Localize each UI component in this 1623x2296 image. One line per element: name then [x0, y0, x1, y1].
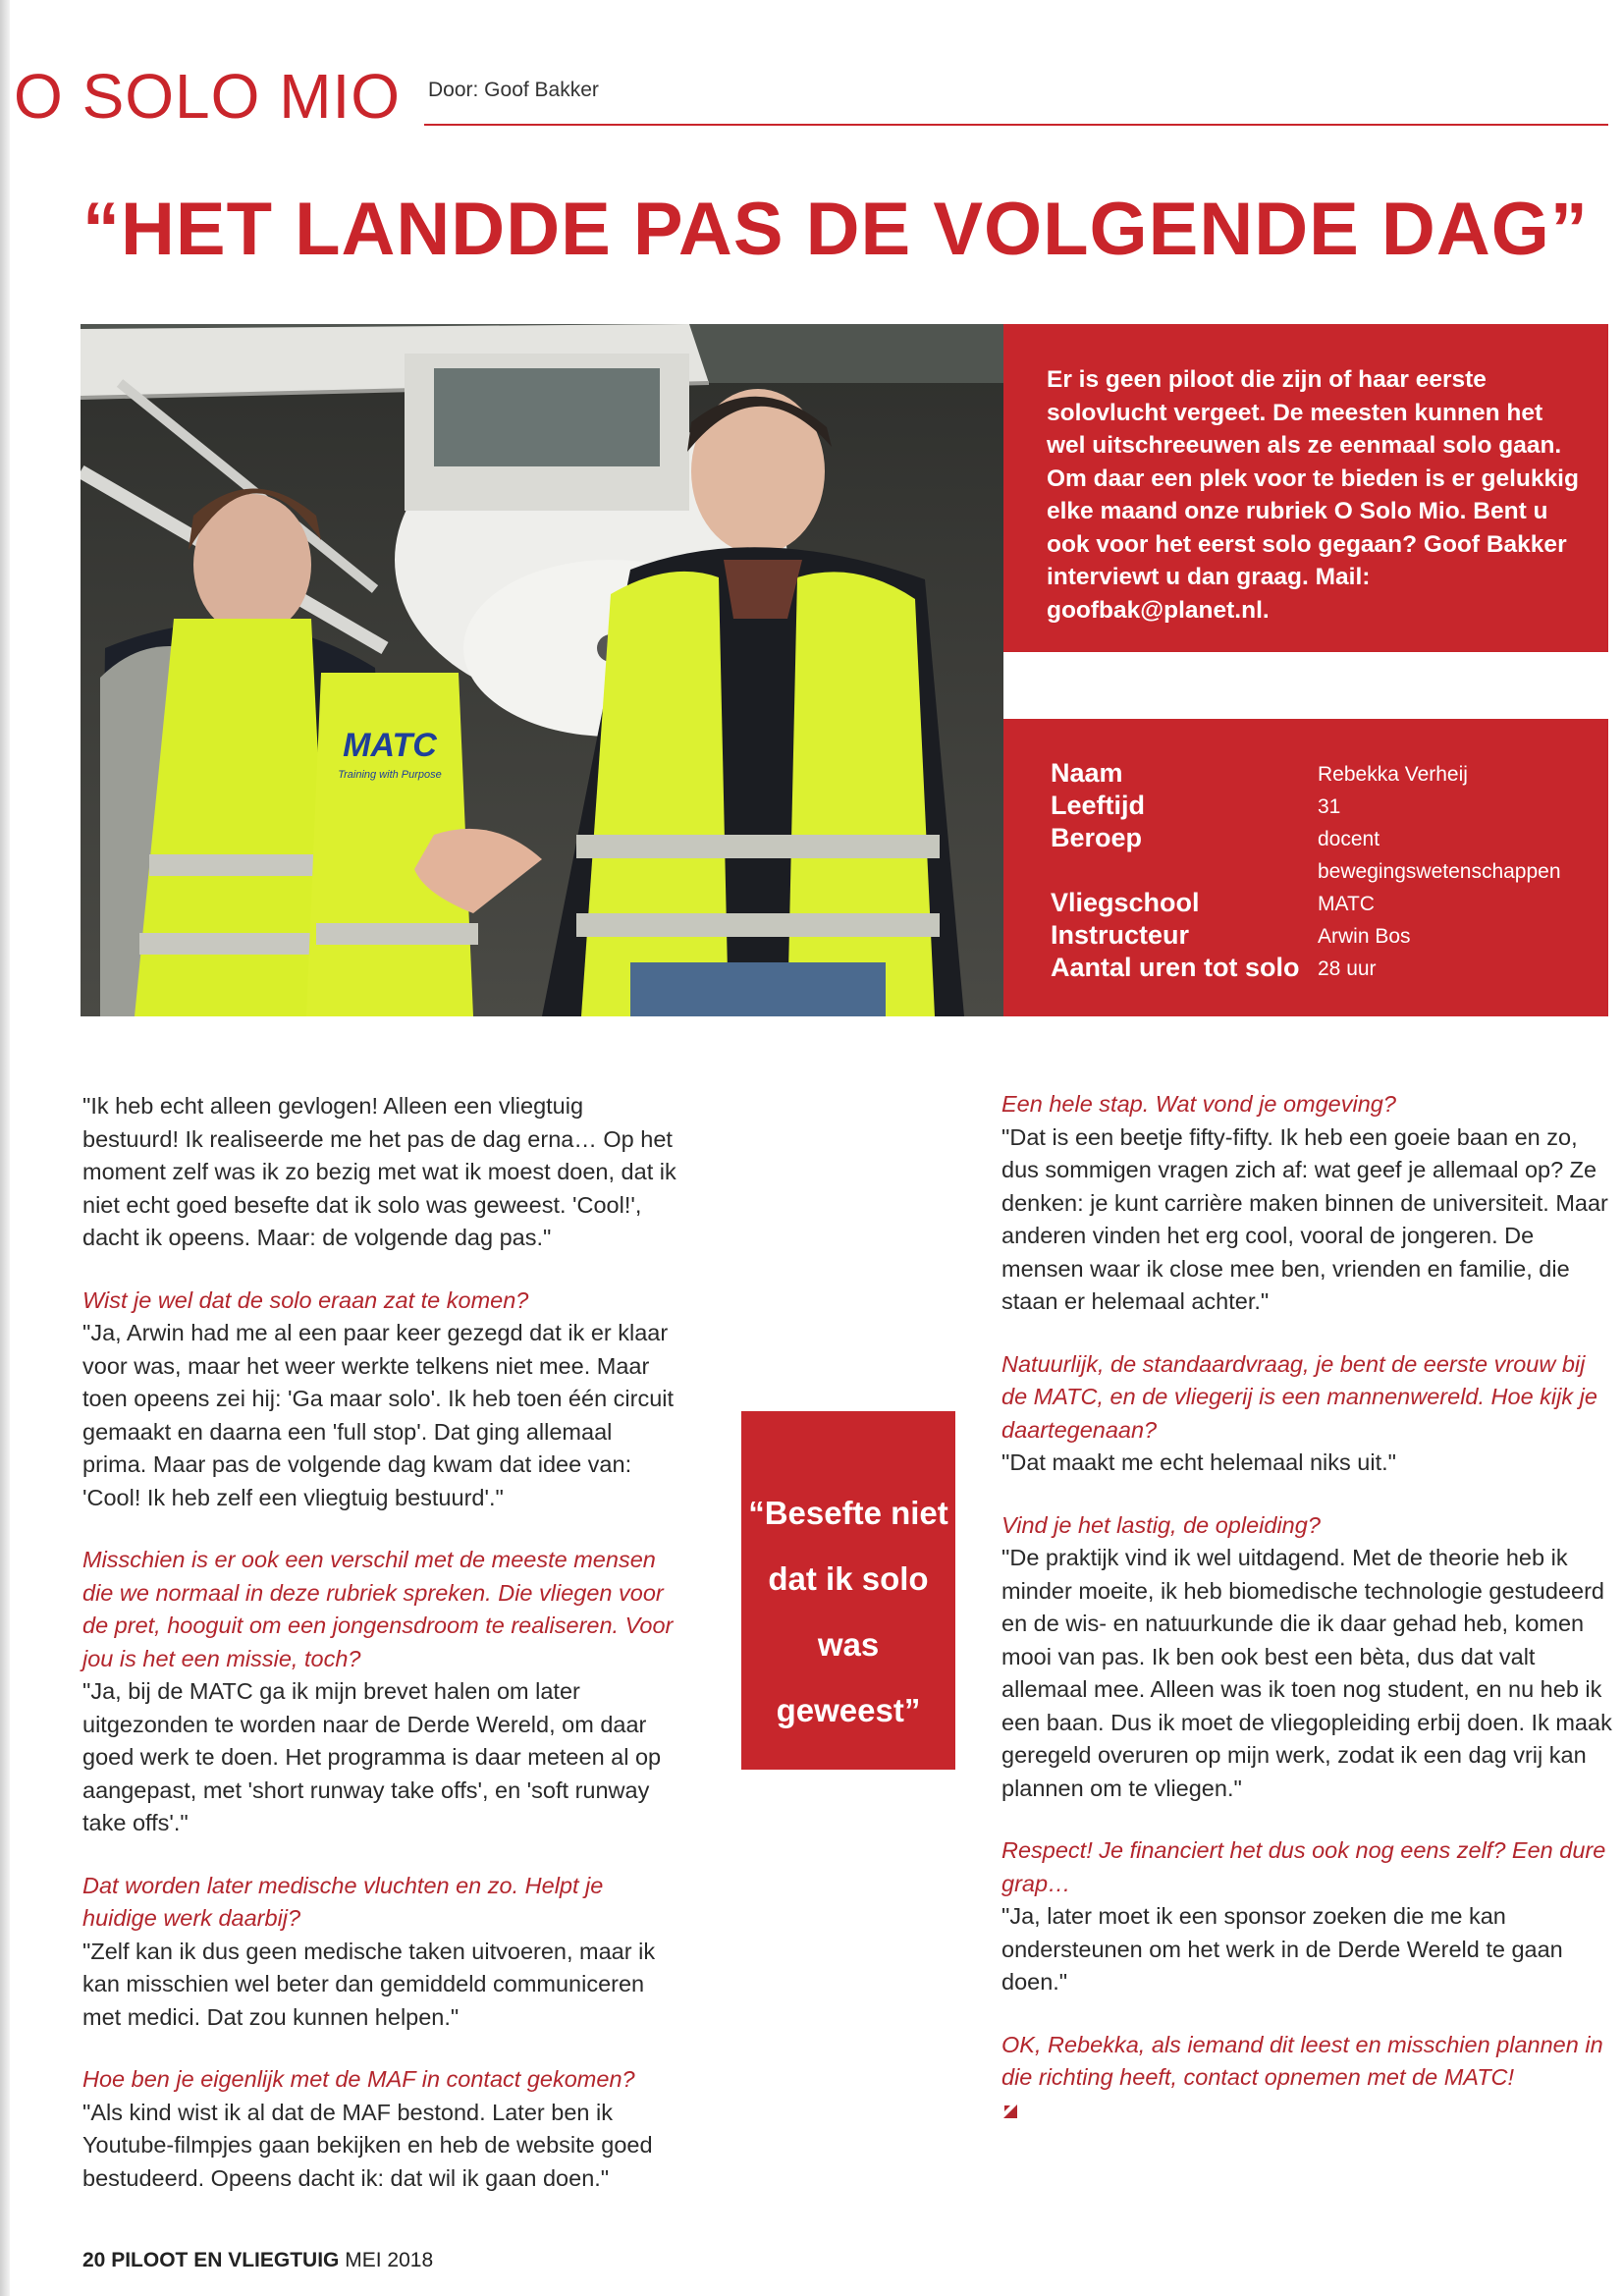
paragraph	[82, 2063, 681, 2195]
paragraph	[1001, 1348, 1615, 1480]
page-footer	[82, 2249, 433, 2272]
page-number: 20	[82, 2249, 106, 2271]
question-text: Respect! Je financiert het dus ook nog eens zelf? Een dure grap…	[1001, 1837, 1606, 1896]
paragraph	[1001, 1509, 1615, 1806]
paragraph	[1001, 1088, 1615, 1319]
fact-value: docent bewegingswetenschappen	[1318, 828, 1561, 883]
question-text: Vind je het lastig, de opleiding?	[1001, 1511, 1321, 1538]
intro-text: Er is geen piloot die zijn of haar eerste solovlucht vergeet. De meesten kunnen het wel uitschreeuwen als ze eenmaal solo gaan. Om daar een plek voor te bieden is er gelukkig elke maand onze rubriek O Solo Mio. Bent u ook voor het eerst solo gegaan? Goof Bakker interviewt u dan graag. Mail: goofbak@planet.nl.	[1047, 366, 1579, 624]
paragraph	[1001, 2029, 1615, 2128]
facts-box	[1003, 719, 1608, 1016]
headline: “HET LANDDE PAS DE VOLGENDE DAG”	[82, 188, 1589, 271]
header-rule	[424, 124, 1608, 126]
question-text: OK, Rebekka, als iemand dit leest en misschien plannen in die richting heeft, contact opnemen met de MATC!	[1001, 2031, 1603, 2090]
answer-text: "Ja, Arwin had me al een paar keer gezegd dat ik er klaar voor was, maar het weer werkte telkens niet mee. Maar toen opeens zei hij: 'Ga maar solo'. Ik heb toen één circuit gemaakt en daarna een 'full stop'. Dat ging allemaal prima. Maar pas de volgende dag kwam dat idee van: 'Cool! Ik heb zelf een vliegtuig bestuurd'."	[82, 1320, 675, 1510]
question-text: Hoe ben je eigenlijk met de MAF in contact gekomen?	[82, 2066, 635, 2092]
paragraph	[82, 1285, 681, 1515]
vest-tagline: Training with Purpose	[338, 769, 442, 781]
paragraph	[82, 1544, 681, 1840]
answer-text: "Ja, bij de MATC ga ik mijn brevet halen om later uitgezonden te worden naar de Derde Wereld, om daar goed werk te doen. Het programma is daar meteen al op aangepast, met 'short runway take offs', en 'soft runway take offs'."	[82, 1678, 662, 1835]
photo-illustration	[81, 324, 1003, 1016]
fact-label: Leeftijd	[1051, 791, 1146, 820]
answer-text: "De praktijk vind ik wel uitdagend. Met de theorie heb ik minder moeite, ik heb biomedische technologie gestudeerd en de wis- en natuurkunde die ik daar gehad heb, komen mooi van pas. Ik ben ook best een bèta, dus dat valt allemaal mee. Alleen was ik toen nog student, en nu heb ik een baan. Dus ik moet de vliegopleiding erbij doen. Ik maak geregeld overuren op mijn werk, zodat ik een dag vrij kan plannen om te vliegen."	[1001, 1545, 1612, 1801]
question-text: Een hele stap. Wat vond je omgeving?	[1001, 1091, 1396, 1117]
question-text: Misschien is er ook een verschil met de meeste mensen die we normaal in deze rubriek spreken. Die vliegen voor de pret, hooguit om een jongensdroom te realiseren. Voor jou is het een missie, toch?	[82, 1547, 674, 1671]
answer-text: "Zelf kan ik dus geen medische taken uitvoeren, maar ik kan misschien wel beter dan gemiddeld communiceren met medici. Dat zou kunnen helpen."	[82, 1938, 656, 2030]
question-text: Wist je wel dat de solo eraan zat te komen?	[82, 1286, 529, 1313]
issue-date: MEI 2018	[345, 2249, 434, 2271]
answer-text: "Dat maakt me echt helemaal niks uit."	[1001, 1449, 1396, 1475]
fact-value: Rebekka Verheij	[1318, 763, 1468, 786]
paragraph	[82, 1870, 681, 2035]
intro-box	[1003, 324, 1608, 652]
fact-value: 28 uur	[1318, 957, 1377, 980]
question-text: Dat worden later medische vluchten en zo. Helpt je huidige werk daarbij?	[82, 1872, 604, 1931]
paragraph	[1001, 1834, 1615, 1999]
fact-label: Vliegschool	[1051, 888, 1200, 917]
fact-label: Beroep	[1051, 823, 1143, 852]
answer-text: "Als kind wist ik al dat de MAF bestond. Later ben ik Youtube-filmpjes gaan bekijken en heb de website goed bestudeerd. Opeens dacht ik: dat wil ik gaan doen."	[82, 2099, 653, 2191]
fact-label: Aantal uren tot solo	[1051, 953, 1300, 982]
fact-label: Instructeur	[1051, 920, 1190, 950]
answer-text: "Dat is een beetje fifty-fifty. Ik heb een goeie baan en zo, dus sommigen vragen zich af: wat geef je allemaal op? Ze denken: je kunt carrière maken binnen de universiteit. Maar anderen vinden het erg cool, vooral de jongeren. De mensen waar ik close mee ben, vrienden en familie, die staan er helemaal achter."	[1001, 1123, 1608, 1314]
article-photo	[81, 324, 1003, 1016]
fact-label: Naam	[1051, 758, 1123, 788]
magazine-name: PILOOT EN VLIEGTUIG	[111, 2249, 340, 2271]
question-text: Natuurlijk, de standaardvraag, je bent de eerste vrouw bij de MATC, en de vliegerij is een mannenwereld. Hoe kijk je daartegenaan?	[1001, 1350, 1597, 1443]
end-mark-icon	[1001, 2103, 1019, 2120]
article-column-left	[82, 1090, 681, 2224]
article-column-right	[1001, 1088, 1615, 2157]
rubric-title: O SOLO MIO	[14, 61, 402, 132]
paragraph	[82, 1090, 681, 1255]
pull-quote-box	[741, 1411, 955, 1770]
fact-value: MATC	[1318, 893, 1375, 915]
fact-value: 31	[1318, 795, 1341, 818]
pull-quote: “Besefte niet dat ik solo was geweest”	[748, 1495, 948, 1728]
answer-text: "Ik heb echt alleen gevlogen! Alleen een vliegtuig bestuurd! Ik realiseerde me het pas de dag erna… Op het moment zelf was ik zo bezig met wat ik moest doen, dat ik niet echt goed besefte dat ik solo was geweest. 'Cool!', dacht ik opeens. Maar: de volgende dag pas."	[82, 1093, 676, 1250]
answer-text: "Ja, later moet ik een sponsor zoeken die me kan ondersteunen om het werk in de Derde Wereld te gaan doen."	[1001, 1903, 1563, 1995]
vest-logo: MATC	[343, 727, 437, 764]
byline: Door: Goof Bakker	[428, 79, 599, 101]
page-scan-edge	[0, 0, 10, 2296]
fact-value: Arwin Bos	[1318, 925, 1411, 948]
